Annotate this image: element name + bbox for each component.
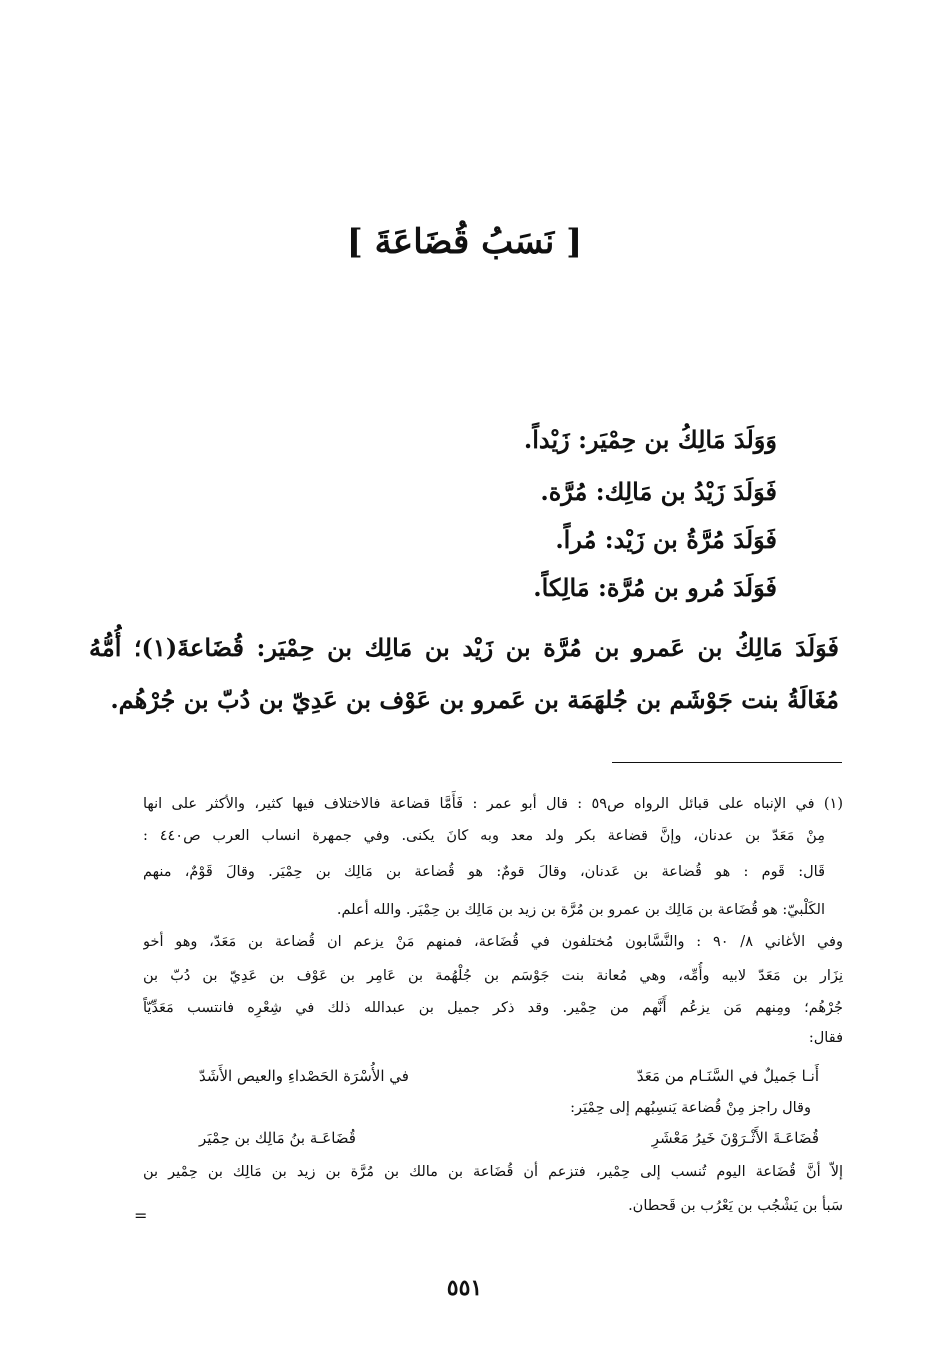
genealogy-paragraph-line: مُغَالَةُ بنت جَوْشَم بن جُلهَمَة بن عَمرو بن عَوْف بن عَدِيّ بن دُبّ بن جُرْهُم. xyxy=(110,685,839,714)
footnote-line: (١) في الإنباه على قبائل الرواه ص٥٩ : قال أبو عمر : فَأَمَّا قضاعة فالاختلاف فيها كثير، والأكثر على انها xyxy=(143,796,843,812)
footnote-line: نِزَار بن مَعَدّ لابيه وأُمِّه، وهي مُعانة بنت جَوْسَم بن جُلْهُمة بن عَامِر بن عَوْف بن عَدِيّ بن دُبّ بن xyxy=(143,968,843,984)
poem-hemistich-second: في الأُسْرَة الحَصْداءِ والعيص الأَشَدّ xyxy=(199,1067,409,1085)
footnote-line: وفي الأغاني ٨/ ٩٠ : والنَّسَّابون مُختلفون في قُضَاعة، فمنهم مَنْ يزعم ان قُضاعة بن مَعَدّ، وهو أخو xyxy=(143,934,843,950)
page-number: ٥٥١ xyxy=(446,1275,483,1301)
footnote-line: فقال: xyxy=(808,1030,843,1046)
continuation-mark: = xyxy=(134,1206,148,1225)
chapter-title: [ نَسَبُ قُضَاعَةَ ] xyxy=(346,222,583,262)
genealogy-line: فَوَلَدَ مُرو بن مُرَّة: مَالِكاً. xyxy=(533,573,777,602)
footnote-line: سَبأ بن يَشْجُب بن يَعْرُب بن قَحطان. xyxy=(628,1198,843,1214)
footnote-line: قَال: قَوم : هو قُضاعة بن عَدنان، وقالَ قومٌ: هو قُضاعة بن مَالِك بن حِمْيَر. وقالَ قَوْمٌ، منهم xyxy=(143,864,825,880)
footnote-line: الكَلْبيّ: هو قُضَاعة بن مَالِك بن عمرو بن مُرَّة بن زيد بن مَالِك بن حِمْيَر. والله أعلم. xyxy=(336,902,825,918)
genealogy-line: فَوَلَدَ مُرَّةُ بن زَيْد: مُراً. xyxy=(555,525,777,554)
poem-hemistich-second: قُضَاعَـة بنُ مَالِك بن حِمْيَر xyxy=(199,1129,356,1147)
genealogy-line: وَوَلَدَ مَالِكُ بن حِمْيَر: زَيْداً. xyxy=(523,425,777,454)
poem-verse xyxy=(199,1124,819,1152)
poem-intro: وقال راجز مِنْ قُضاعة يَنسِبُهم إلى حِمْيَر: xyxy=(570,1100,811,1116)
footnote-divider xyxy=(612,762,842,763)
poem-hemistich-first: أَنـا جَميلٌ في السَّنَـام من مَعَدّ xyxy=(636,1067,819,1085)
poem-hemistich-first: قُضَاعَـةَ الأَثْـرَوْنَ خَيرُ مَعْشَرِ xyxy=(651,1129,819,1147)
poem-verse xyxy=(199,1062,819,1090)
genealogy-paragraph-line: فَوَلَدَ مَالِكُ بن عَمرو بن مُرَّة بن زَيْد بن مَالِك بن حِمْيَر: قُضَاعةَ(١)؛ أُمُّهُ xyxy=(89,633,840,662)
genealogy-line: فَوَلَدَ زَيْدُ بن مَالِك: مُرَّة. xyxy=(540,477,777,506)
footnote-line: إلاّ أنَّ قُضَاعة اليوم تُنسب إلى حِمْير، فتزعم أن قُضَاعة بن مالك بن مُرَّة بن زيد بن مَالِك بن حِمْير بن xyxy=(143,1164,843,1180)
footnote-line: جُرْهُم؛ ومِنهم مَن يزعُم أَنَّهم من حِمْير. وقد ذكر جميل بن عبدالله ذلك في شِعْرِه فانتسب مَعَدِّيّاً xyxy=(143,1000,843,1016)
footnote-line: مِنْ مَعَدّ بن عدنان، وإنَّ قضاعة بكر ولد معد وبه كانَ يكنى. وفي جمهرة انساب العرب ص٤٤٠ : xyxy=(143,828,825,844)
